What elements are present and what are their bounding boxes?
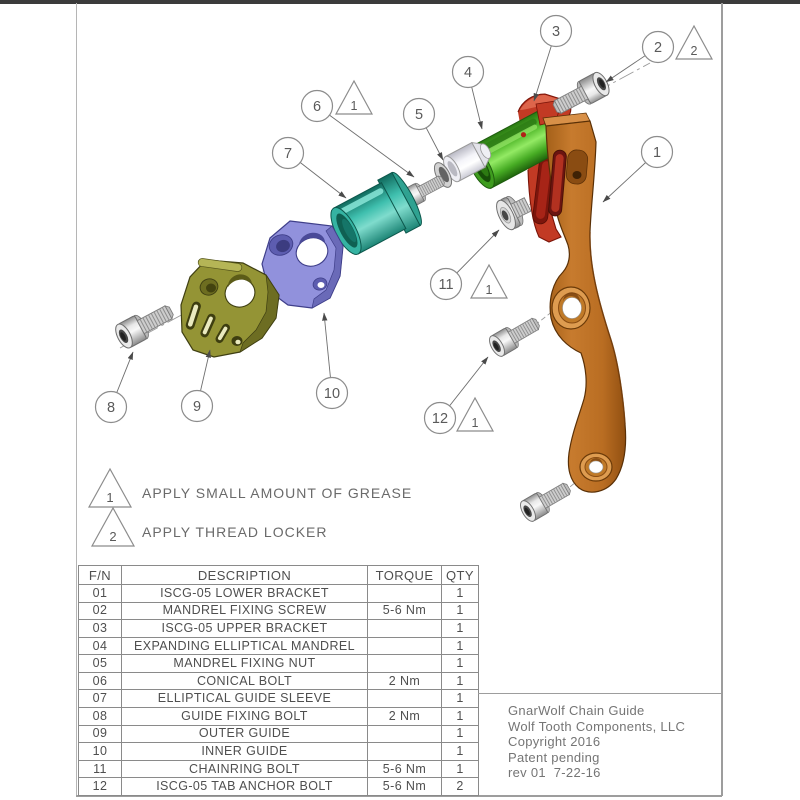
table-cell: 04	[79, 637, 122, 655]
table-cell: 1	[442, 725, 479, 743]
table-row	[79, 585, 479, 603]
table-cell: 06	[79, 672, 122, 690]
part-guide-fixing-bolt	[112, 299, 177, 350]
table-cell	[368, 655, 442, 673]
table-cell: CHAINRING BOLT	[122, 760, 368, 778]
balloon-number-11: 11	[438, 277, 454, 293]
notes-section	[89, 469, 412, 546]
table-cell: 2 Nm	[368, 708, 442, 726]
table-cell: 2 Nm	[368, 672, 442, 690]
note-text-grease: APPLY SMALL AMOUNT OF GREASE	[142, 485, 413, 501]
table-cell: ISCG-05 TAB ANCHOR BOLT	[122, 778, 368, 796]
table-row	[79, 620, 479, 638]
table-cell: OUTER GUIDE	[122, 725, 368, 743]
table-row	[79, 655, 479, 673]
company-name: Wolf Tooth Components, LLC	[508, 718, 686, 734]
table-cell	[368, 637, 442, 655]
part-tab-anchor-bolt-2	[517, 478, 574, 524]
note-flag-number-near-balloon-12: 1	[471, 416, 479, 430]
column-header: TORQUE	[368, 566, 442, 585]
table-cell: 01	[79, 585, 122, 603]
product-name: GnarWolf Chain Guide	[508, 703, 645, 718]
table-cell: 5-6 Nm	[368, 602, 442, 620]
table-cell: 2	[442, 778, 479, 796]
table-cell: ELLIPTICAL GUIDE SLEEVE	[122, 690, 368, 708]
table-row	[79, 760, 479, 778]
table-cell: CONICAL BOLT	[122, 672, 368, 690]
copyright-line: Copyright 2016	[508, 734, 601, 750]
table-cell: ISCG-05 UPPER BRACKET	[122, 620, 368, 638]
table-row	[79, 725, 479, 743]
table-cell: 05	[79, 655, 122, 673]
table-cell: 1	[442, 760, 479, 778]
column-header: QTY	[442, 566, 479, 585]
part-lower-bracket	[543, 113, 626, 492]
table-cell: 1	[442, 637, 479, 655]
table-row	[79, 743, 479, 761]
table-cell: 1	[442, 708, 479, 726]
table-cell	[368, 690, 442, 708]
table-cell	[368, 743, 442, 761]
note-flag-number-2: 2	[109, 529, 117, 544]
table-cell: 1	[442, 585, 479, 603]
table-cell	[368, 585, 442, 603]
balloon-leader-6	[317, 106, 414, 177]
note-flag-number-near-balloon-6: 1	[350, 99, 358, 113]
table-cell: 12	[79, 778, 122, 796]
table-header-row	[79, 566, 479, 585]
note-flag-number-near-balloon-11: 1	[485, 283, 493, 297]
table-cell: 1	[442, 743, 479, 761]
parts-list-table	[78, 565, 479, 796]
table-row	[79, 690, 479, 708]
table-row	[79, 708, 479, 726]
balloon-number-8: 8	[106, 400, 116, 416]
table-row	[79, 778, 479, 796]
table-cell: 5-6 Nm	[368, 778, 442, 796]
table-cell: 5-6 Nm	[368, 760, 442, 778]
table-cell: 1	[442, 672, 479, 690]
table-row	[79, 637, 479, 655]
table-cell: 09	[79, 725, 122, 743]
table-cell: 08	[79, 708, 122, 726]
note-flag-number-1: 1	[106, 490, 114, 505]
table-cell: 07	[79, 690, 122, 708]
balloon-number-7: 7	[283, 146, 293, 162]
column-header: F/N	[79, 566, 122, 585]
table-cell: GUIDE FIXING BOLT	[122, 708, 368, 726]
title-block	[478, 693, 722, 797]
table-cell: 03	[79, 620, 122, 638]
table-cell: 1	[442, 655, 479, 673]
balloon-number-2: 2	[653, 40, 663, 56]
table-cell: 1	[442, 620, 479, 638]
balloon-number-3: 3	[551, 24, 561, 40]
table-cell	[368, 620, 442, 638]
balloon-number-5: 5	[414, 107, 424, 123]
table-cell: MANDREL FIXING SCREW	[122, 602, 368, 620]
balloon-number-1: 1	[652, 145, 662, 161]
part-tab-anchor-bolt-1	[486, 313, 543, 359]
table-row	[79, 602, 479, 620]
table-row	[79, 672, 479, 690]
table-cell: 11	[79, 760, 122, 778]
part-mandrel-fixing-screw	[549, 70, 612, 120]
balloon-number-10: 10	[323, 386, 341, 402]
note-text-threadlocker: APPLY THREAD LOCKER	[142, 524, 328, 540]
revision-line: rev 01 7-22-16	[508, 765, 601, 781]
balloon-number-4: 4	[463, 65, 473, 81]
table-cell: 1	[442, 690, 479, 708]
table-cell: 02	[79, 602, 122, 620]
table-cell: MANDREL FIXING NUT	[122, 655, 368, 673]
table-cell: ISCG-05 LOWER BRACKET	[122, 585, 368, 603]
balloon-number-12: 12	[431, 411, 449, 427]
part-chainring-bolt	[493, 190, 535, 232]
table-cell	[368, 725, 442, 743]
balloon-number-9: 9	[192, 399, 202, 415]
table-cell: INNER GUIDE	[122, 743, 368, 761]
table-cell: 1	[442, 602, 479, 620]
balloon-number-6: 6	[312, 99, 322, 115]
table-cell: 10	[79, 743, 122, 761]
column-header: DESCRIPTION	[122, 566, 368, 585]
patent-line: Patent pending	[508, 749, 600, 765]
note-flag-number-near-balloon-2: 2	[690, 44, 698, 58]
table-cell: EXPANDING ELLIPTICAL MANDREL	[122, 637, 368, 655]
